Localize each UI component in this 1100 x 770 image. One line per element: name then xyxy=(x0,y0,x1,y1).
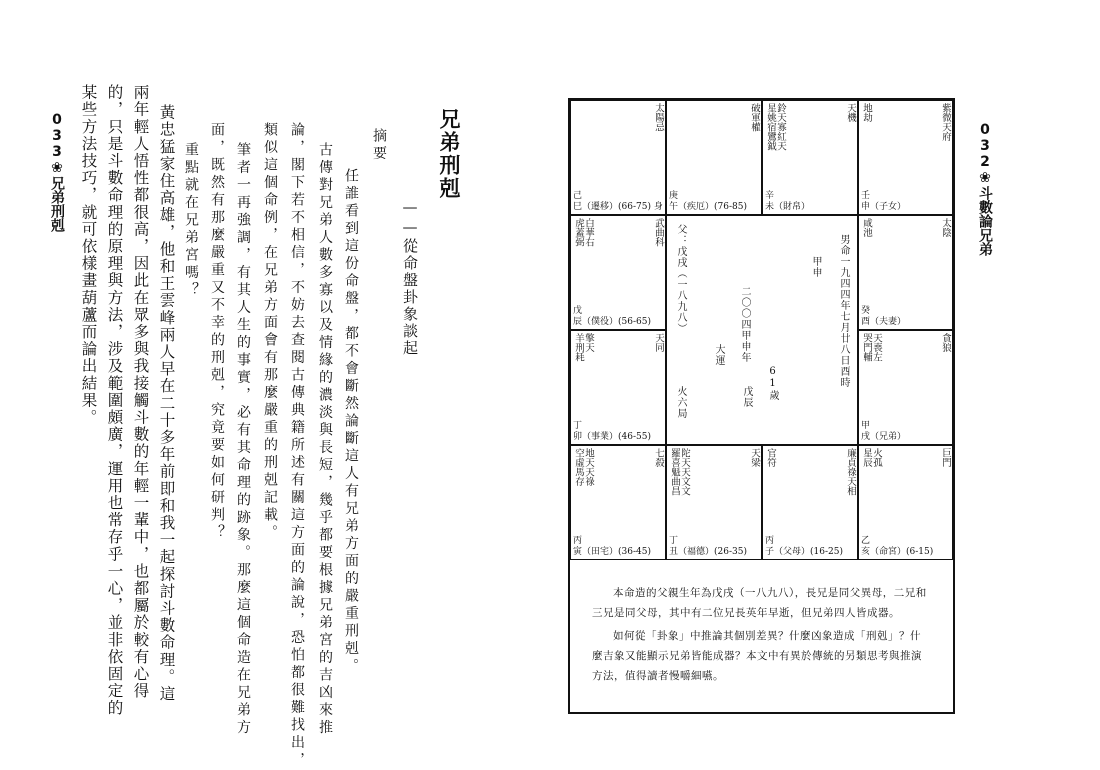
palace-minor-stars: 地劫 xyxy=(860,103,872,122)
palace-branch: 寅（田宅）(36-45) xyxy=(573,546,651,557)
palace-you xyxy=(858,215,953,330)
right-page xyxy=(550,0,1100,769)
palace-footer xyxy=(573,191,663,212)
note-paragraph: 如何從「卦象」中推論其個別差異？什麼凶象造成「刑剋」？什麼吉象又能顯示兄弟皆能成器？本文中有異於傳統的另類思考與推演方法，值得讀者慢嚼細嚥。 xyxy=(592,629,922,682)
palace-stem: 辛 xyxy=(765,191,775,202)
palace-chou xyxy=(666,445,762,560)
palace-stem: 丙 xyxy=(573,536,583,547)
palace-yin xyxy=(570,445,666,560)
palace-shen xyxy=(858,100,953,215)
palace-main-stars: 巨門 xyxy=(940,448,951,467)
daxian-label: 大運 xyxy=(713,344,724,366)
palace-stem: 庚 xyxy=(669,191,679,202)
year-ganzhi: 甲申 xyxy=(810,256,821,278)
palace-stem: 丁 xyxy=(573,421,583,432)
palace-main-stars: 太陽忌 xyxy=(653,103,664,132)
palace-main-stars: 武曲科 xyxy=(653,218,664,247)
palace-minor-stars: 火孤 星辰 xyxy=(860,448,882,467)
palace-xu xyxy=(858,330,953,445)
palace-minor-stars: 官符 xyxy=(764,448,776,467)
palace-branch: 辰（僕役）(56-65) xyxy=(573,316,651,327)
palace-stem: 戊 xyxy=(573,306,583,317)
palace-zi xyxy=(762,445,858,560)
body-paragraph-line: 兩年輕人悟性都很高，因此在眾多與我接觸斗數的年輕一輩中，也都屬於較有心得 xyxy=(131,84,150,700)
body-paragraph-line: 的，只是斗數命理的原理與方法，涉及範圍頗廣，運用也常存乎一心，並非依固定的 xyxy=(105,84,124,717)
daxian-branch: 戊辰 xyxy=(741,386,752,408)
palace-footer xyxy=(765,536,843,557)
current-year: 二〇〇四甲申年 xyxy=(739,286,750,363)
abstract-heading: 摘要 xyxy=(371,128,387,163)
palace-main-stars: 破軍權 xyxy=(749,103,760,132)
palace-stem: 丁 xyxy=(669,536,679,547)
palace-branch: 巳（遷移）(66-75) 身 xyxy=(573,201,663,212)
palace-main-stars: 七殺 xyxy=(653,448,664,467)
wuxing-ju: 火六局 xyxy=(675,386,686,419)
abstract-line: 面，既然有那麼嚴重又不幸的刑剋，究竟要如何研判？ xyxy=(209,122,225,542)
age-label: 61歲 xyxy=(767,366,778,401)
palace-stem: 壬 xyxy=(861,191,871,202)
palace-footer xyxy=(669,191,747,212)
palace-main-stars: 天機 xyxy=(845,103,856,122)
abstract-line: 筆者一再強調，有其人生的事實，必有其命理的跡象。那麼這個命造在兄弟方 xyxy=(235,142,251,737)
father-birth: 父：戊戌（一八九八） xyxy=(675,224,686,334)
palace-main-stars: 天同 xyxy=(653,333,664,352)
palace-branch: 申（子女） xyxy=(861,201,907,212)
palace-minor-stars: 擎天 羊刑耗 xyxy=(572,333,594,362)
palace-footer xyxy=(573,421,651,442)
chart-note xyxy=(570,560,953,712)
abstract-line: 類似這個命例，在兄弟方面會有那麼嚴重的刑剋記載。 xyxy=(262,122,278,542)
article-title: 兄弟刑剋 xyxy=(437,108,461,200)
palace-minor-stars: 鈴天寡紅天 星姚宿鸞鉞 xyxy=(764,103,786,151)
note-paragraph: 本命造的父親生年為戊戌（一八九八），長兄是同父異母，二兄和三兄是同父母，其中有二位兄長英年早逝，但兄弟四人皆成器。 xyxy=(592,587,927,619)
abstract-line: 論，閣下若不相信，不妨去查閱古傳典籍所述有關這方面的論說，恐怕都很難找出， xyxy=(289,122,305,770)
palace-footer xyxy=(573,536,651,557)
palace-stem: 己 xyxy=(573,191,583,202)
page-folio-right: 032❀斗數論兄弟 xyxy=(977,122,993,256)
ziwei-chart xyxy=(568,98,955,714)
body-paragraph-line: 黃忠猛家住高雄，他和王雲峰兩人早在二十多年前即和我一起探討斗數命理。這 xyxy=(157,104,176,703)
palace-branch: 卯（事業）(46-55) xyxy=(573,431,651,442)
palace-mao xyxy=(570,330,666,445)
palace-footer xyxy=(765,191,810,212)
palace-minor-stars: 地天天祿 空虛馬存 xyxy=(572,448,594,486)
palace-stem: 癸 xyxy=(861,306,871,317)
palace-main-stars: 天梁 xyxy=(749,448,760,467)
palace-branch: 亥（命宮）(6-15) xyxy=(861,546,934,557)
palace-branch: 丑（福德）(26-35) xyxy=(669,546,747,557)
palace-branch: 午（疾厄）(76-85) xyxy=(669,201,747,212)
left-page xyxy=(0,0,550,769)
palace-branch: 子（父母）(16-25) xyxy=(765,546,843,557)
abstract-line: 古傳對兄弟人數多寡以及情緣的濃淡與長短，幾乎都要根據兄弟宮的吉凶來推 xyxy=(317,142,333,737)
body-paragraph-line: 某些方法技巧，就可依樣畫葫蘆而論出結果。 xyxy=(79,84,98,426)
palace-minor-stars: 天喪左 哭門輔 xyxy=(860,333,882,362)
palace-branch: 戌（兄弟） xyxy=(861,431,907,442)
palace-main-stars: 紫微天府 xyxy=(940,103,951,141)
chart-center xyxy=(666,215,858,445)
abstract-line: 任誰看到這份命盤，都不會斷然論斷這人有兄弟方面的嚴重刑剋。 xyxy=(343,168,359,676)
palace-main-stars: 廉貞祿天相 xyxy=(845,448,856,496)
palace-stem: 丙 xyxy=(765,536,775,547)
palace-hai xyxy=(858,445,953,560)
palace-footer xyxy=(861,191,906,212)
palace-si xyxy=(570,100,666,215)
palace-branch: 未（財帛） xyxy=(765,201,811,212)
palace-minor-stars: 白華右 虎蓋弼 xyxy=(572,218,594,247)
palace-minor-stars: 咸池 xyxy=(860,218,872,237)
abstract-line: 重點就在兄弟宮嗎？ xyxy=(183,142,199,300)
palace-chen xyxy=(570,215,666,330)
palace-minor-stars: 陀天天文文 羅喜魁曲昌 xyxy=(668,448,690,496)
palace-wu xyxy=(666,100,762,215)
palace-footer xyxy=(669,536,747,557)
palace-footer xyxy=(573,306,651,327)
palace-wei xyxy=(762,100,858,215)
palace-footer xyxy=(861,306,906,327)
birth-info: 男命一九四四年七月廿八日酉時 xyxy=(838,234,849,388)
palace-branch: 酉（夫妻） xyxy=(861,316,907,327)
palace-footer xyxy=(861,421,906,442)
palace-stem: 乙 xyxy=(861,536,871,547)
palace-footer xyxy=(861,536,933,557)
palace-stem: 甲 xyxy=(861,421,871,432)
palace-main-stars: 太陰 xyxy=(940,218,951,237)
palace-main-stars: 貪狼 xyxy=(940,333,951,352)
article-subtitle: ——從命盤卦象談起 xyxy=(401,198,419,357)
page-folio-left: 033❀兄弟刑剋 xyxy=(49,112,65,232)
